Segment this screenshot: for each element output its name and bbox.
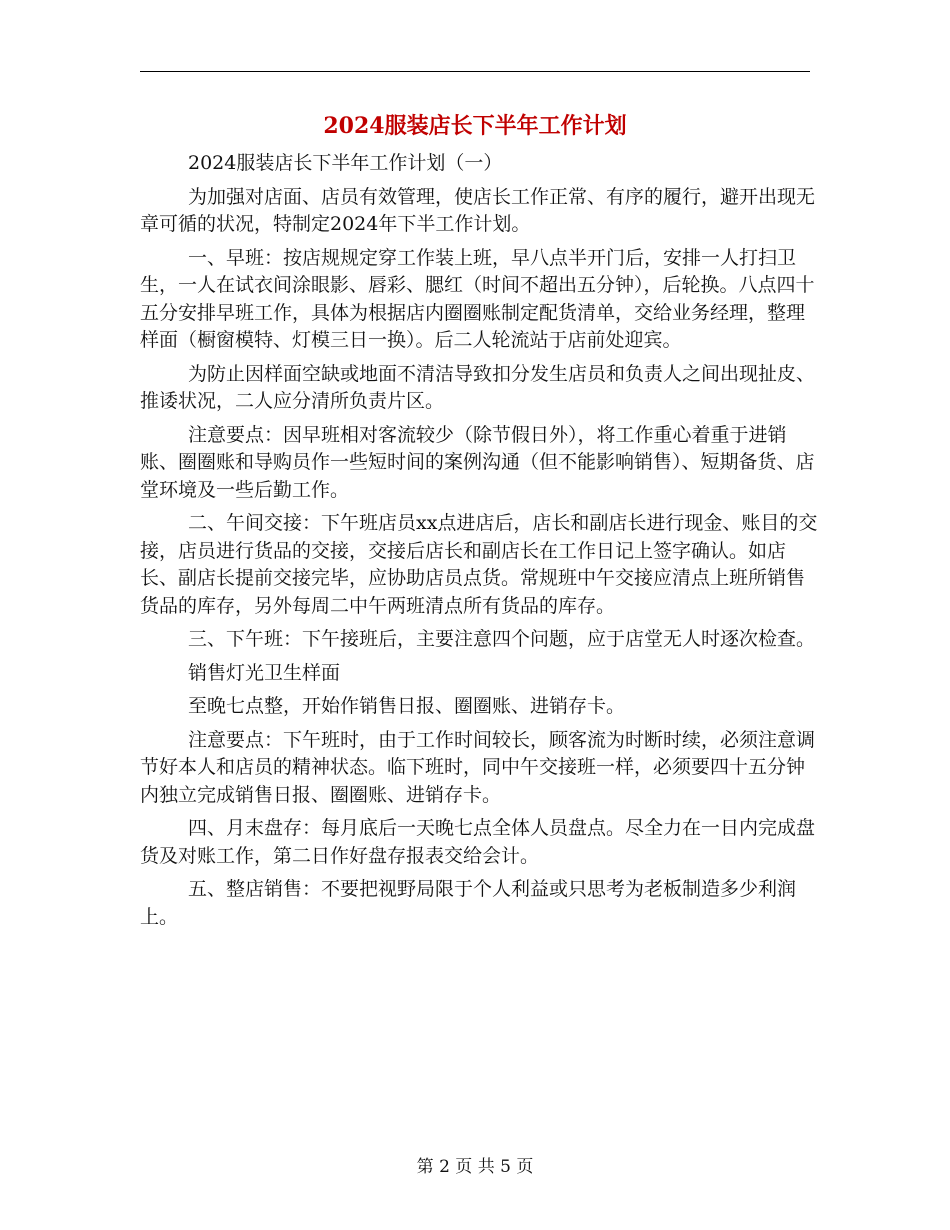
header-rule [140, 71, 810, 72]
paragraph-afternoon-shift: 三、下午班：下午接班后，主要注意四个问题，应于店堂无人时逐次检查。 [188, 628, 816, 650]
document-title: 2024服装店长下半年工作计划 [323, 113, 627, 139]
page-number-footer: 第 2 页 共 5 页 [416, 1157, 534, 1177]
paragraph-zone-division: 为防止因样面空缺或地面不清洁导致扣分发生店员和负责人之间出现扯皮、推诿状况，二人应分清所负责片区。 [140, 362, 816, 412]
paragraph-morning-shift: 一、早班：按店规规定穿工作装上班，早八点半开门后，安排一人打扫卫生，一人在试衣间涂眼影、唇彩、腮红（时间不超出五分钟），后轮换。八点四十五分安排早班工作，具体为根据店内圈圈账制定配货清单，交给业务经理，整理样面（橱窗模特、灯模三日一换）。后二人轮流站于店前处迎宾。 [140, 246, 815, 351]
paragraph-morning-notes: 注意要点：因早班相对客流较少（除节假日外），将工作重心着重于进销账、圈圈账和导购员作一些短时间的案例沟通（但不能影响销售）、短期备货、店堂环境及一些后勤工作。 [140, 423, 815, 501]
paragraph-evening-reports: 至晚七点整，开始作销售日报、圈圈账、进销存卡。 [188, 695, 626, 717]
paragraph-intro: 为加强对店面、店员有效管理，使店长工作正常、有序的履行，避开出现无章可循的状况，特制定2024年下半工作计划。 [140, 185, 816, 235]
document-body [140, 150, 820, 931]
paragraph-store-sales: 五、整店销售：不要把视野局限于个人利益或只思考为老板制造多少利润上。 [140, 878, 797, 928]
paragraph-subtitle: 2024服装店长下半年工作计划（一） [188, 152, 503, 174]
paragraph-afternoon-notes: 注意要点：下午班时，由于工作时间较长，顾客流为时断时续，必须注意调节好本人和店员的精神状态。临下班时，同中午交接班一样，必须要四十五分钟内独立完成销售日报、圈圈账、进销存卡。 [140, 728, 816, 806]
paragraph-noon-handover: 二、午间交接：下午班店员xx点进店后，店长和副店长进行现金、账目的交接，店员进行货品的交接，交接后店长和副店长在工作日记上签字确认。如店长、副店长提前交接完毕，应协助店员点货。常规班中午交接应清点上班所销售货品的库存，另外每周二中午两班清点所有货品的库存。 [140, 512, 818, 617]
paragraph-month-end-inventory: 四、月末盘存：每月底后一天晚七点全体人员盘点。尽全力在一日内完成盘货及对账工作，第二日作好盘存报表交给会计。 [140, 817, 816, 867]
paragraph-check-items: 销售灯光卫生样面 [188, 661, 341, 684]
